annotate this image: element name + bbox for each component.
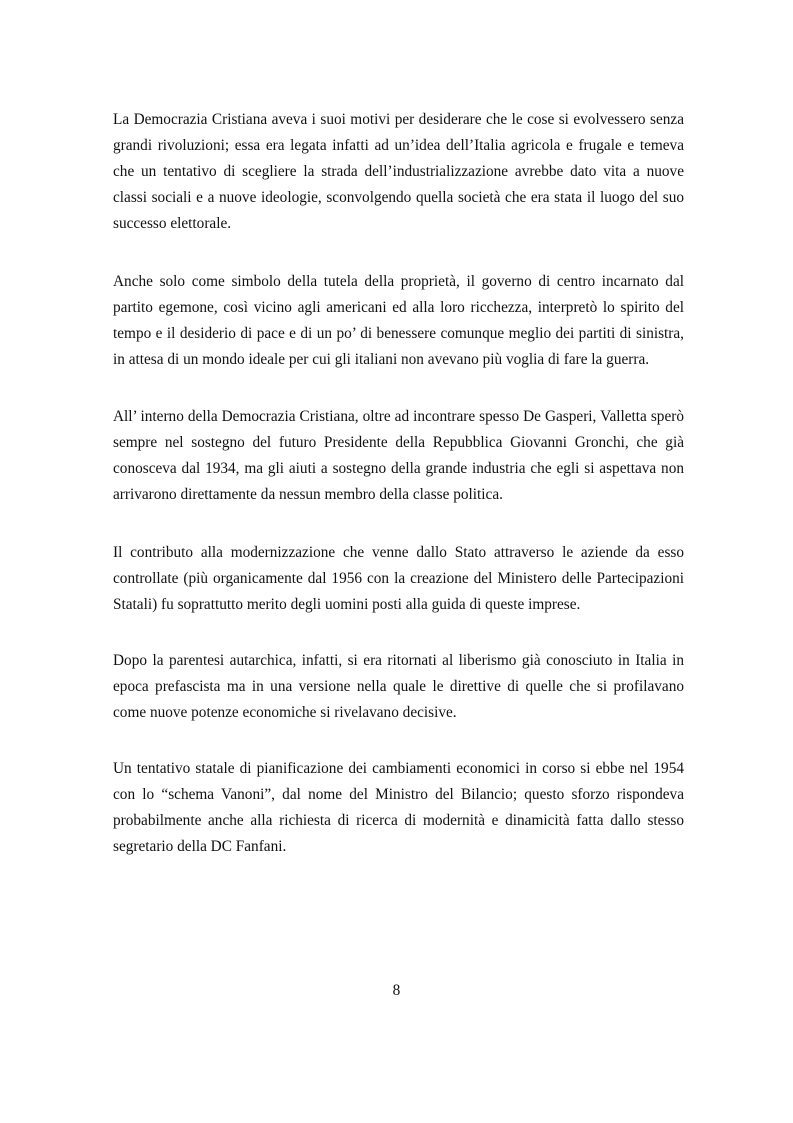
paragraph-3: All’ interno della Democrazia Cristiana, oltre ad incontrare spesso De Gasperi, Valletta sperò sempre nel sostegno del futuro Presidente della Repubblica Giovanni Gronchi, che già conosceva dal 1934, ma gli aiuti a sostegno della grande industria che egli si aspettava non arrivarono direttamente da nessun membro della classe politica. [113,408,684,503]
paragraph-5: Dopo la parentesi autarchica, infatti, si era ritornati al liberismo già conosciuto in Italia in epoca prefascista ma in una versione nella quale le direttive di quelle che si profilavano come nuove potenze economiche si rivelavano decisive. [113,652,684,721]
paragraph-4: Il contributo alla modernizzazione che venne dallo Stato attraverso le aziende da esso controllate (più organicamente dal 1956 con la creazione del Ministero delle Partecipazioni Statali) fu soprattutto merito degli uomini posti alla guida di queste imprese. [113,544,684,613]
page-number: 8 [392,982,401,999]
paragraph-6: Un tentativo statale di pianificazione dei cambiamenti economici in corso si ebbe nel 1954 con lo “schema Vanoni”, dal nome del Ministro del Bilancio; questo sforzo rispondeva probabilmente anche alla richiesta di ricerca di modernità e dinamicità fatta dallo stesso segretario della DC Fanfani. [113,760,684,855]
paragraph-2: Anche solo come simbolo della tutela della proprietà, il governo di centro incarnato dal partito egemone, così vicino agli americani ed alla loro ricchezza, interpretò lo spirito del tempo e il desiderio di pace e di un po’ di benessere comunque meglio dei partiti di sinistra, in attesa di un mondo ideale per cui gli italiani non avevano più voglia di fare la guerra. [113,273,684,368]
paragraph-1: La Democrazia Cristiana aveva i suoi motivi per desiderare che le cose si evolvessero senza grandi rivoluzioni; essa era legata infatti ad un’idea dell’Italia agricola e frugale e temeva che un tentativo di scegliere la strada dell’industrializzazione avrebbe dato vita a nuove classi sociali e a nuove ideologie, sconvolgendo quella società che era stata il luogo del suo successo elettorale. [113,111,684,232]
